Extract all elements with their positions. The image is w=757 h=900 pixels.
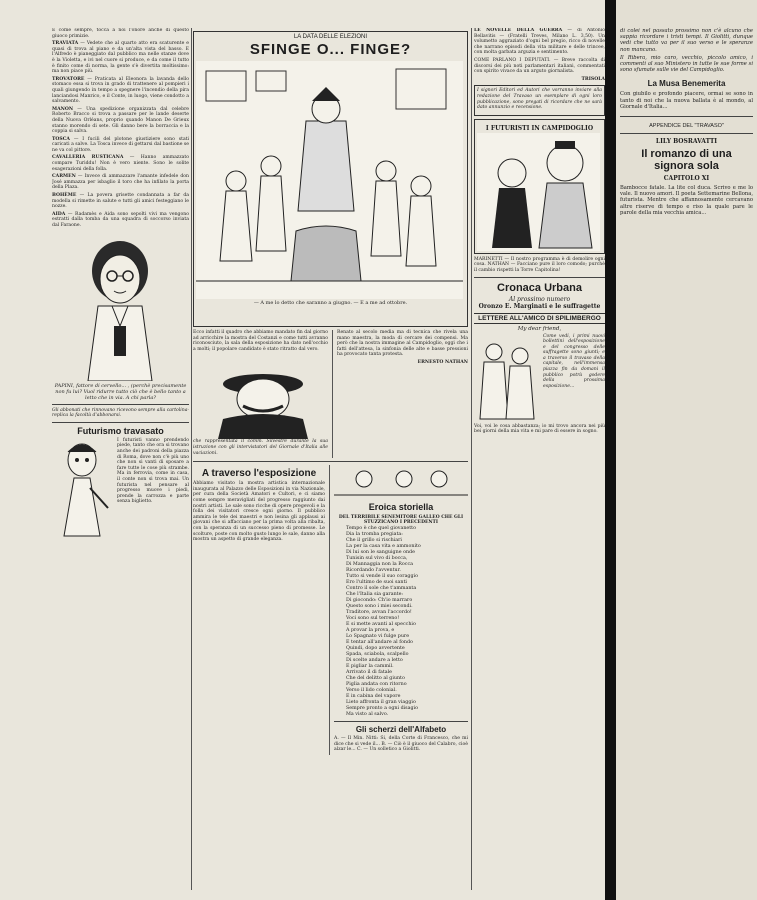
right-column	[474, 28, 605, 890]
divider	[193, 461, 468, 462]
divider	[334, 721, 468, 722]
musa-text: Con giubilo e profondo piacere, ormai se sono in tanto di noi che la nuova ballata è al mondo, al Giornale d'Italia...	[620, 91, 753, 110]
sphinx-cartoon-illustration	[196, 61, 465, 299]
cartoon-caption: — A me lo detto che saranno a giugno. — E a me ad ottobre.	[253, 300, 408, 306]
divider	[620, 116, 753, 117]
opera-paragraph	[52, 193, 189, 210]
books-paragraph	[474, 28, 605, 56]
musa-heading: La Musa Benemerita	[647, 79, 726, 89]
letter-heading: LETTERE ALL'AMICO DI SPILIMBERGO	[474, 313, 605, 324]
poem-line: Ricordando l'avventur.	[346, 568, 401, 574]
poem-line: Lieto affronta il gran viaggio	[346, 700, 416, 706]
portrait-caption: PAPINI, fattore di cervello... , (perchè precisamente non fu lui? Vuol ridurre tutto ciò che è bello tanto a letto che in via. A chi parla?	[54, 382, 187, 401]
opera-name: BOHÈME	[52, 193, 77, 199]
poem-line: Spada, sciabola, scalpello	[346, 652, 409, 658]
novel-author: LILY BOSRAVATTI	[655, 138, 718, 146]
opera-paragraph	[52, 155, 189, 172]
lower-middle	[193, 465, 468, 755]
opera-text: — La povera grisette condannata a far da modella si rimette in salute e tutti gli amici festeggiano le nozze.	[52, 193, 189, 210]
letter-block	[474, 334, 605, 424]
poem-line: Piglia andata con ritorno	[346, 682, 407, 688]
opera-name: TOSCA	[52, 136, 70, 142]
opera-text: — Hanno ammazzato compare Turiddu! Non è vero niente. Sono le solite esagerazioni della folla.	[52, 155, 189, 172]
opera-paragraph	[52, 137, 189, 154]
poem-line: Verso il lido colonial.	[346, 688, 397, 694]
facing-page	[616, 0, 757, 900]
cartoon-title: SFINGE O... FINGE?	[249, 41, 412, 58]
cronaca-line: Oronzo E. Marginati e le suffragette	[478, 302, 601, 310]
papini-portrait-illustration	[52, 231, 189, 381]
caricature-caption: che rappresentata il comm. Silvestre durante la sua istruzione con gli intervistatori del Giornale d'Italia alle vaciazioni.	[193, 439, 328, 456]
poem-line: E pigliar la cammil.	[346, 664, 394, 670]
column-rule	[332, 330, 333, 458]
opera-text: — Praticata al Eleonora la lavanda dello stomaco essa si trova in grado di trattenere al pompieri i quali giungendo in tempo a spegnere l'incendio della pira lanciandosi Manrico, e il Conte, in luogo, viene condotto a salvamento.	[52, 76, 189, 105]
facing-page-content	[616, 0, 757, 216]
deputies-text: COME PARLANO I DEPUTATI. — Breve raccolta di discorsi dei più noti parlamentari italiani, commentati con spirito vivace da un arguto giornalista.	[474, 57, 605, 75]
cronaca-subheading: Al prossimo numero	[508, 295, 571, 303]
poem-line: Arrivato il di fatale	[346, 670, 393, 676]
poem-line: Ma visto al salvo.	[346, 712, 389, 718]
opera-paragraph	[52, 174, 189, 191]
esposizione-heading: A traverso l'esposizione	[201, 468, 317, 480]
alphabet-text: A. — Il Min. Nitti: Si, della Corte di Francesco, che mi dice che si vede il... B. — Ciò è il giuoco del Calabro, cioè alzar le... C. — Un solletico a Giolitti.	[334, 736, 468, 753]
opera-paragraph	[52, 212, 189, 229]
poem-line: Sempre pronto a ogni disagio	[346, 706, 418, 712]
appendix-label: APPENDICE DEL "TRAVASO"	[649, 123, 724, 130]
election-cartoon-frame	[193, 31, 468, 327]
poem-line: Di giocondo: Ch'io marraro	[346, 598, 413, 604]
poem-line: Tempo è che quel giovanetto	[346, 526, 416, 532]
poem-line: Di scelte andare a letto	[346, 658, 403, 664]
poem-line: Lo Spagnato vi fulge pure	[346, 634, 410, 640]
opera-paragraph	[52, 77, 189, 105]
poem-line: Tutto si vende il suo coraggio	[346, 574, 418, 580]
opera-name: TROVATORE	[52, 76, 85, 82]
publishers-text: I signori Editori ed Autori che vorranno inviare alla redazione del Travaso un esemplare di ogni loro pubblicazione, sono pregati di ricordare che ne sarà dato annunzio e recensione.	[477, 88, 602, 111]
facing-text-mid: Il Ribera, mio caro, vecchio, piccolo amico, i commenti al suo Ministero in tutte le sue forme si sono sfumate sulle vie del Campidoglio.	[620, 54, 753, 74]
divider	[620, 133, 753, 134]
opera-name: CAVALLERIA RUSTICANA	[52, 155, 124, 161]
esposizione-text: Abbiamo visitato la mostra artistica internazionale inaugurata al Palazzo delle Esposizioni in via Nazionale, per cura della Società Amatori e Cultori, e ci siamo come sempre meravigliati del progresso raggiunto dai nostri artisti. Le sale sono ricche di opere pregevoli e la folla dei visitatori cresce ogni giorno. Il pubblico ammira le tele dei maestri e non lesina gli applausi ai giovani che si affacciano per la prima volta alla ribalta, con la speranza di un successo pieno di promesse. Le scolture, poste con molto gusto lungo le sale, danno alla mostra un aspetto di grande eleganza.	[193, 481, 326, 543]
futurismo-block	[52, 438, 189, 538]
opera-text: — Vedete che al quarto atto era scaturente e quasi di trova al piano e da un'alta vista del basso. E l'Alfredo è pianeggiato dal pubblico ma nelle stanze dove è la Violetta, e ivi nel cuore si produce, e da come il tutto è finito come di norma, la gente s'è divertita moltissimo: ma non piace più.	[52, 41, 189, 75]
poem-line: Dia la tromba pregiata:	[346, 532, 403, 538]
opera-name: MANON	[52, 106, 74, 112]
opera-name: AIDA	[52, 211, 66, 217]
poem-line: A provar la prova, e	[346, 628, 395, 634]
esposizione-article	[193, 465, 325, 755]
scholars-illustration	[474, 334, 540, 424]
poem-line: La per la casa vita e ammonito	[346, 544, 421, 550]
poem-line: Ero l'ultimo de suoi santi	[346, 580, 407, 586]
column-rule	[471, 28, 472, 890]
cronaca-urbana-heading: Cronaca Urbana	[497, 281, 582, 294]
poem-article	[334, 465, 468, 755]
opera-paragraph	[52, 107, 189, 135]
divider	[52, 422, 189, 423]
poem-line: Che l'Italia sia garante:	[346, 592, 404, 598]
letter-text: Come vedi, i primi nuovi bollettini dell'esposizione e del congresso delle suffragette sono giunti; e a traverso il travaso della capitale, nell'immensa piazza fin da domani il pubblico potrà godere della prossima esposizione...	[543, 333, 605, 389]
poem-title: Eroica storiella	[368, 502, 434, 513]
futuristi-caption: MARINETTI — Il nostro programma è di demolire ogni cosa. NATHAN — Facciano pure il loro comodo; purchè il cambio rispetti la Torre Capitolina!	[474, 256, 605, 273]
letter-greeting: My dear friend,	[517, 325, 562, 332]
opera-paragraph	[52, 41, 189, 75]
left-column	[52, 28, 189, 890]
portrait-article-left	[193, 330, 328, 458]
poem-line: Traditore, avvan l'accordo!	[346, 610, 412, 616]
opera-text: — I fucili del plotone giustiziere sono stati caricati a salve. La Tosca invece di gettarsi dal bastione se ne va col pittore.	[52, 136, 189, 153]
futurismo-heading: Futurismo travasato	[77, 425, 164, 436]
letter-end: Voi, voi le cosa abbastanza; io mi trovo ancora nei più bei giorni della mia vita e mi pare di essere in sogno.	[474, 423, 605, 435]
article-text: Renato al secolo media ma di tecnica che rivela una mano maestra, la moda di cercare dei compensi. Ma però che la nostra immagine al Campidoglio, oggi che i fatti dell'attesa, la sinfonia delle alte e basse pressioni ha provocato tanta protesta.	[337, 330, 468, 358]
poem-line: Tunisin sul vivo di bocca,	[346, 556, 408, 562]
books-header: LE NOVELLE DELLA GUERRA	[474, 28, 563, 33]
poem-line: E in cabina del vapore	[346, 694, 401, 700]
poem-line: Questo sono i miei secondi.	[346, 604, 413, 610]
opera-list	[52, 41, 189, 228]
futuristi-cartoon-frame	[474, 119, 605, 254]
cartoon-kicker: LA DATA DELLE ELEZIONI	[293, 34, 368, 40]
futurismo-text: I futuristi vanno prendendo piede, tanto che ora si trovano anche dei padroni della piazza di Roma, dove non c'è più uno che non si vanti di sposare a fare tutte le cose più strambe. Ma in ferrovia, come in casa, il conte non si trova mai. Un futurista nel pensare al progresso muove i piedi, prende la carrozza e parte senza biglietto.	[117, 437, 189, 505]
opera-name: TRAVIATA	[52, 41, 79, 47]
poem-line: Contro il sole che t'ammanta	[346, 586, 417, 592]
books-signature: TRISOLA	[581, 76, 605, 82]
lead-text: Ecco infatti il quadro che abbiamo mandato fin dal giorno ad arricchire la mostra del Costanzi e come tutti avranno riconosciuto, la sala della esposizione ha dato nell'occhio a molti; il popolare candidato è stato ritratto dal vero.	[193, 330, 328, 352]
divider	[474, 277, 605, 278]
column-rule	[191, 28, 192, 890]
futuristi-cartoon-title: I FUTURISTI IN CAMPIDOGLIO	[485, 124, 594, 132]
poem-line: E tentar all'andare al fondo	[346, 640, 413, 646]
poem-line: Voci sono sul terreno!	[346, 616, 400, 622]
article-signature: ERNESTO NATHAN	[417, 359, 468, 365]
poem-lines	[334, 526, 468, 718]
alphabet-heading: Gli scherzi dell'Alfabeto	[355, 725, 447, 735]
poem-vignette-illustration	[334, 465, 468, 499]
novel-text: Bambocce fatale. La lite col duca. Scrivo e me lo vale. Il nuovo amori. Il poeta Settemarine Bellona, futurista. Mentre che affannosamente cercavano altre riserve di tempo e riso la quale pare le parole della mia vecchia amica...	[620, 185, 753, 216]
opera-text: — Radamès e Aida sono sepolti vivi ma vengono estratti dalla tomba da una squadra di soccorso inviata dal Faraone.	[52, 211, 189, 228]
divider	[52, 404, 189, 405]
middle-column	[193, 28, 468, 890]
opera-text: — Una spedizione organizzata dal celebre Roberto Bracco si trova a passare per le lande deserte della Nuova Orléans, proprio quando Manon De Grieux stanno morendo di sete. Gli danno bere la borraccia e la coppia si salva.	[52, 106, 189, 135]
poem-line: Che il grillo si rischiari	[346, 538, 402, 544]
poem-line: Quindi, dopo avvertente	[346, 646, 405, 652]
futurist-figure-illustration	[52, 438, 114, 538]
novel-chapter: CAPITOLO XI	[663, 175, 710, 183]
portrait-article	[193, 330, 468, 458]
book-gutter	[605, 0, 616, 900]
intro-text: E come sempre, tocca a noi l'onore anche di questo giuoco primizie.	[52, 28, 189, 39]
publishers-notice	[474, 85, 605, 115]
futuristi-cartoon-illustration	[477, 133, 602, 251]
books-intro: — di Antonio Bellavitis — (Fratelli Treves, Milano L. 3,50). Un volumetto aggraziato d'ogni bel pregio, ricco di novelle che narrano episodi della vita militare e delle trincee, con molta garbata arguzia e sentimento.	[474, 28, 605, 56]
poem-line: Di Mannaggia non la Rocca	[346, 562, 414, 568]
column-rule	[329, 465, 330, 755]
poem-line: E si mette avanti al specchio	[346, 622, 416, 628]
poem-line: Che del delitto al giunto	[346, 676, 405, 682]
poem-subtitle: DEL TERRIBILE SENEMITORE GALLEO CHE GLI STUZZICANO I PRECEDENTI	[338, 515, 464, 526]
subscription-note: Gli abbonati che rinnovano ricevono sempre alla cartolina-replica la facoltà d'abbonarsi.	[52, 407, 189, 419]
facing-text-top: di colei nel passato prossimo non c'è alcuno che sappia ricordare i tristi tempi. Il Giolitti, dunque vedi che tutto va per il suo verso e le speranze non mancano.	[620, 28, 753, 53]
novel-title: Il romanzo di una signora sola	[641, 148, 732, 173]
silvestre-caricature-illustration	[193, 354, 328, 439]
portrait-article-right	[337, 330, 468, 458]
poem-line: Di lui son le sanguigne onde	[346, 550, 415, 556]
opera-name: CARMEN	[52, 174, 76, 180]
opera-text: — Invece di ammazzare l'amante infedele don José ammazza per isbaglio il toro che ha infilato la porta della Plaza.	[52, 174, 189, 191]
